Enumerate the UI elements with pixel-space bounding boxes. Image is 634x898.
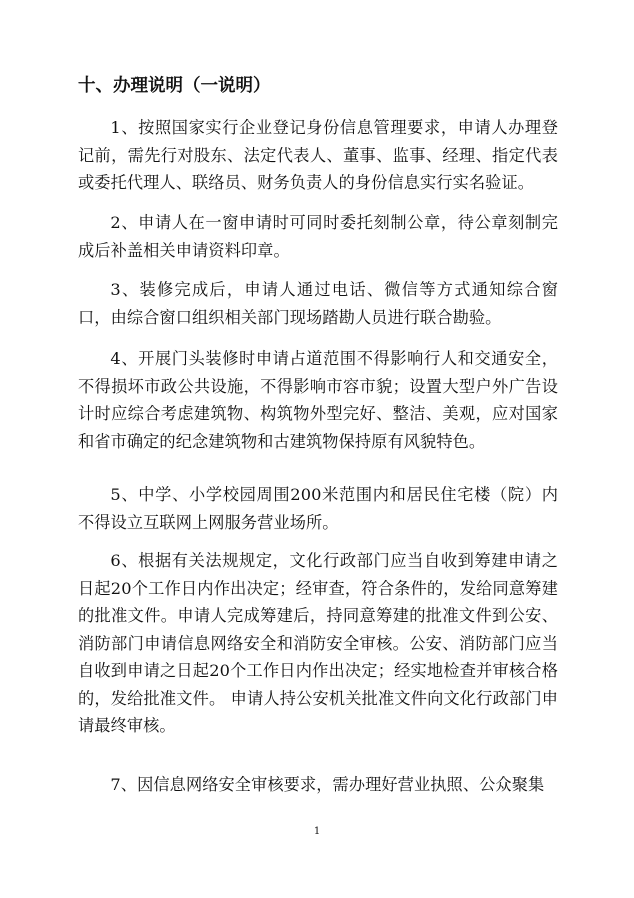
section-heading: 十、办理说明（一说明） (78, 76, 271, 96)
paragraph-item-2: 2、申请人在一窗申请时可同时委托刻制公章，待公章刻制完成后补盖相关申请资料印章。 (78, 213, 558, 260)
paragraph-item-6: 6、根据有关法规规定，文化行政部门应当自收到筹建申请之日起20个工作日内作出决定；经审查，符合条件的，发给同意筹建的批准文件。申请人完成筹建后，持同意筹建的批准文件到公安、消防部门申请信息网络安全和消防安全审核。公安、消防部门应当自收到申请之日起20个工作日内作出决定；经实地检查并审核合格的，发给批准文件。 申请人持公安机关批准文件向文化行政部门申请最终审核。 (78, 551, 558, 735)
paragraph-item-7: 7、因信息网络安全审核要求，需办理好营业执照、公众聚集 (110, 775, 545, 794)
paragraph-item-5: 5、中学、小学校园周围200米范围内和居民住宅楼（院）内不得设立互联网上网服务营业场所。 (78, 485, 558, 532)
paragraph-item-1: 1、按照国家实行企业登记身份信息管理要求，申请人办理登记前，需先行对股东、法定代表人、董事、监事、经理、指定代表或委托代理人、联络员、财务负责人的身份信息实行实名验证。 (78, 118, 558, 192)
page-number: 1 (313, 826, 321, 837)
paragraph-item-4: 4、开展门头装修时申请占道范围不得影响行人和交通安全，不得损坏市政公共设施，不得影响市容市貌；设置大型户外广告设计时应综合考虑建筑物、构筑物外型完好、整洁、美观，应对国家和省市确定的纪念建筑物和古建筑物保持原有风貌特色。 (78, 349, 558, 451)
paragraph-item-3: 3、装修完成后，申请人通过电话、微信等方式通知综合窗口，由综合窗口组织相关部门现场踏勘人员进行联合勘验。 (78, 280, 558, 327)
